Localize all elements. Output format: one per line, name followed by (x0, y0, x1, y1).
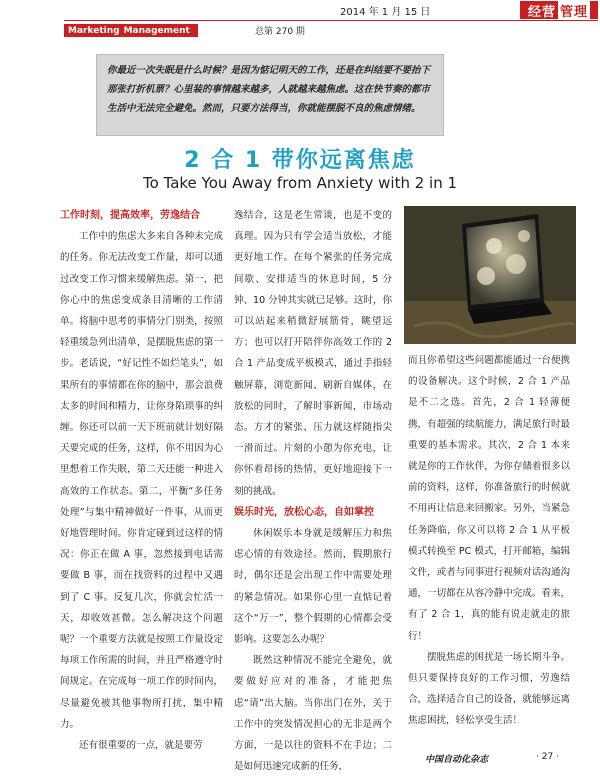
paragraph: 既然这种情况不能完全避免，就要做好应对的准备，才能把焦虑“请”出大脑。当你出门在外，关于工作中的突发情况担心的无非是两个方面，一是以往的资料不在手边；二是如何迅速完成新的任务， (234, 655, 392, 773)
brand-part-1: 经营 (527, 4, 556, 20)
column-2 (234, 205, 392, 777)
section-label-en-2: Management (123, 25, 190, 36)
article-title-en: To Take You Away from Anxiety with 2 in 1 (142, 174, 458, 192)
paragraph: 摆脱焦虑的困扰是一场长期斗争。但只要保持良好的工作习惯，劳逸结合，选择适合自己的设备，就能够远离焦虑困扰，轻松享受生活！ (408, 651, 570, 727)
issue-number: 总第 270 期 (255, 27, 305, 37)
paragraph: 逸结合，这是老生常谈，也是不变的真理。因为只有学会适当放松，才能更好地工作。在每个紧张的任务完成间歇、安排适当的休息时间，5 分钟、10 分钟其实就已足够。这时，你可以站起来稍微舒展筋骨，眺望远方；也可以打开陪伴你高效工作的 2 合 1 产品变成平板模式，通过手指轻触屏幕，浏览新闻、刷新自媒体，在放松的同时，了解时事新闻，市场动态。方才的紧张、压力就这样随指尖一滑而过。片刻的小憩为你充电，让你怀着昂扬的热情，更好地迎接下一刻的挑战。 (234, 210, 392, 497)
issue-date: 2014 年 1 月 15 日 (340, 7, 431, 18)
subheading-work: 工作时刻，提高效率，劳逸结合 (60, 210, 200, 221)
intro-box: 你最近一次失眠是什么时候？是因为惦记明天的工作，还是在纠结要不要抬下那张打折机票？心里装的事情越来越多，人就越来越焦虑。这在快节奏的都市生活中无法完全避免。然而，只要方法得当，你就能摆脱不良的焦虑情绪。 (96, 54, 444, 136)
column-1 (60, 205, 223, 756)
page-number: · 27 · (536, 752, 559, 762)
column-3 (408, 350, 570, 732)
paragraph: 还有很重要的一点，就是要劳 (79, 740, 203, 752)
magazine-brand (520, 1, 598, 19)
section-label (64, 24, 198, 37)
paragraph: 而且你希望这些问题都能通过一台便携的设备解决。这个时候，2 合 1 产品是不二之选。首先，2 合 1 轻薄便携，有超强的续航能力，满足旅行时最重要的基本需求。其次，2 合 1 本来就是你的工作伙伴，为你存储着很多以前的资料，这样，你准备旅行的时候就不用再让信息来回搬家。另外，当紧急任务降临，你又可以将 2 合 1 从平板模式转换至 PC 模式，打开邮箱，编辑文件，或者与同事进行视频对话沟通沟通，一切都在从容冷静中完成。看来，有了 2 合 1，真的能有说走就走的旅行！ (408, 355, 570, 642)
header-rule (64, 20, 598, 21)
footer-magazine-name: 中国自动化杂志 (425, 755, 489, 765)
paragraph: 休闲娱乐本身就是缓解压力和焦虑心情的有效途径。然而，假期旅行时，偶尔还是会出现工作中需要处理的紧急情况。如果你心里一直惦记着这个“万一”，整个假期的心情都会受影响。这要怎么办呢？ (234, 528, 392, 646)
section-label-en-1: Marketing (68, 25, 120, 36)
paragraph: 工作中的焦虑大多来自各种未完成的任务。你无法改变工作量，却可以通过改变工作习惯来缓解焦虑。第一，把你心中的焦虑变成条目清晰的工作清单。将脑中思考的事情分门别类，按照轻重缓急列出清单，是摆脱焦虑的第一步。老话说，“好记性不如烂笔头”，如果所有的事情都在你的脑中，那会浪费太多的时间和精力，让你身陷琐事的纠缠。你还可以前一天下班前就计划好隔天要完成的任务，这样，你不用因为心里想着工作失眠，第二天还能一种进入高效的工作状态。第二，平衡“多任务处理”与集中精神做好一件事，从而更好地管理时间。你肯定碰到过这样的情况：你正在做 A 事，忽然接到电话需要做 B 事，而在找资料的过程中又遇到了 C 事。反复几次，你就会忙活一天，却收效甚微。怎么解决这个问题呢？一个重要方法就是按照工作量设定每项工作所需的时间，并且严格遵守时间规定。在完成每一项工作的时间内，尽量避免被其他事物所打扰，集中精力。 (60, 231, 223, 730)
laptop-photo (404, 206, 576, 344)
subheading-leisure: 娱乐时光，放松心态，自如掌控 (234, 506, 374, 518)
article-title-cn: 2 合 1 带你远离焦虑 (184, 148, 416, 173)
brand-part-2: 管理 (558, 1, 590, 20)
